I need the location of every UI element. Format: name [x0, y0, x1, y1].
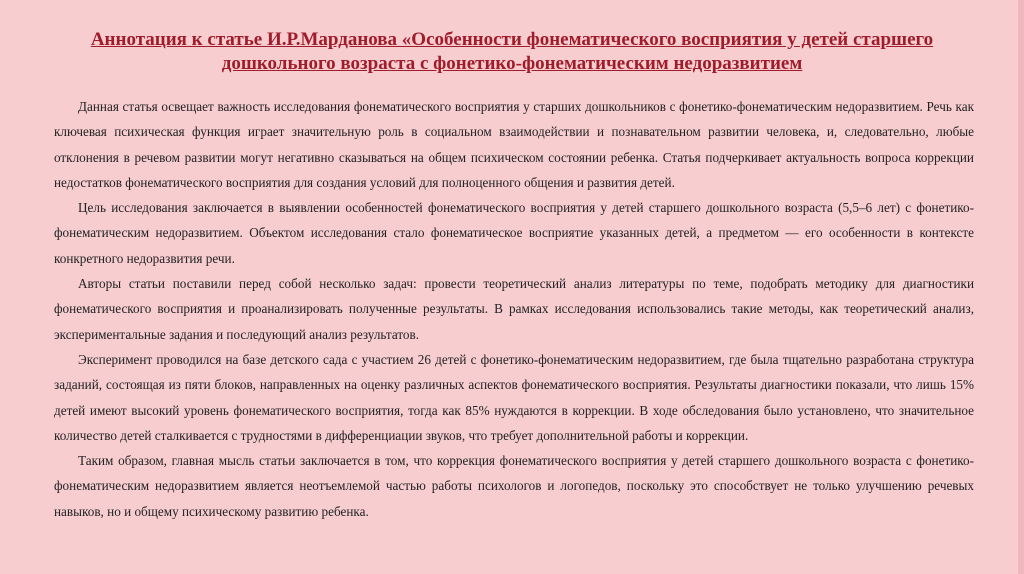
annotation-body — [54, 94, 974, 524]
paragraph-3: Авторы статьи поставили перед собой несколько задач: провести теоретический анализ литературы по теме, подобрать методику для диагностики фонематического восприятия и проанализировать полученные результаты. В рамках исследования использовались такие методы, как теоретический анализ, экспериментальные задания и последующий анализ результатов. — [54, 276, 974, 342]
paragraph-5: Таким образом, главная мысль статьи заключается в том, что коррекция фонематического восприятия у детей старшего дошкольного возраста с фонетико-фонематическим недоразвитием является неотъемлемой частью работы психологов и логопедов, поскольку это способствует не только улучшению речевых навыков, но и общему психическому развитию ребенка. — [54, 453, 974, 519]
slide-title: Аннотация к статье И.Р.Марданова «Особенности фонематического восприятия у детей старшего дошкольного возраста с фонетико-фонематическим недоразвитием — [90, 29, 934, 74]
paragraph-2: Цель исследования заключается в выявлении особенностей фонематического восприятия у детей старшего дошкольного возраста (5,5–6 лет) с фонетико-фонематическим недоразвитием. Объектом исследования стало фонематическое восприятие указанных детей, а предметом — его особенности в контексте конкретного недоразвития речи. — [54, 200, 974, 266]
paragraph-4: Эксперимент проводился на базе детского сада с участием 26 детей с фонетико-фонематическим недоразвитием, где была тщательно разработана структура заданий, состоящая из пяти блоков, направленных на оценку различных аспектов фонематического восприятия. Результаты диагностики показали, что лишь 15% детей имеют высокий уровень фонематического восприятия, тогда как 85% нуждаются в коррекции. В ходе обследования было установлено, что значительное количество детей сталкивается с трудностями в дифференциации звуков, что требует дополнительной работы и коррекции. — [54, 351, 974, 443]
paragraph-1: Данная статья освещает важность исследования фонематического восприятия у старших дошкольников с фонетико-фонематическим недоразвитием. Речь как ключевая психическая функция играет значительную роль в социальном взаимодействии и познавательном развитии человека, и, следовательно, любые отклонения в речевом развитии могут негативно сказываться на общем психическом состоянии ребенка. Статья подчеркивает актуальность вопроса коррекции недостатков фонематического восприятия для создания условий для полноценного общения и развития детей. — [54, 99, 974, 190]
